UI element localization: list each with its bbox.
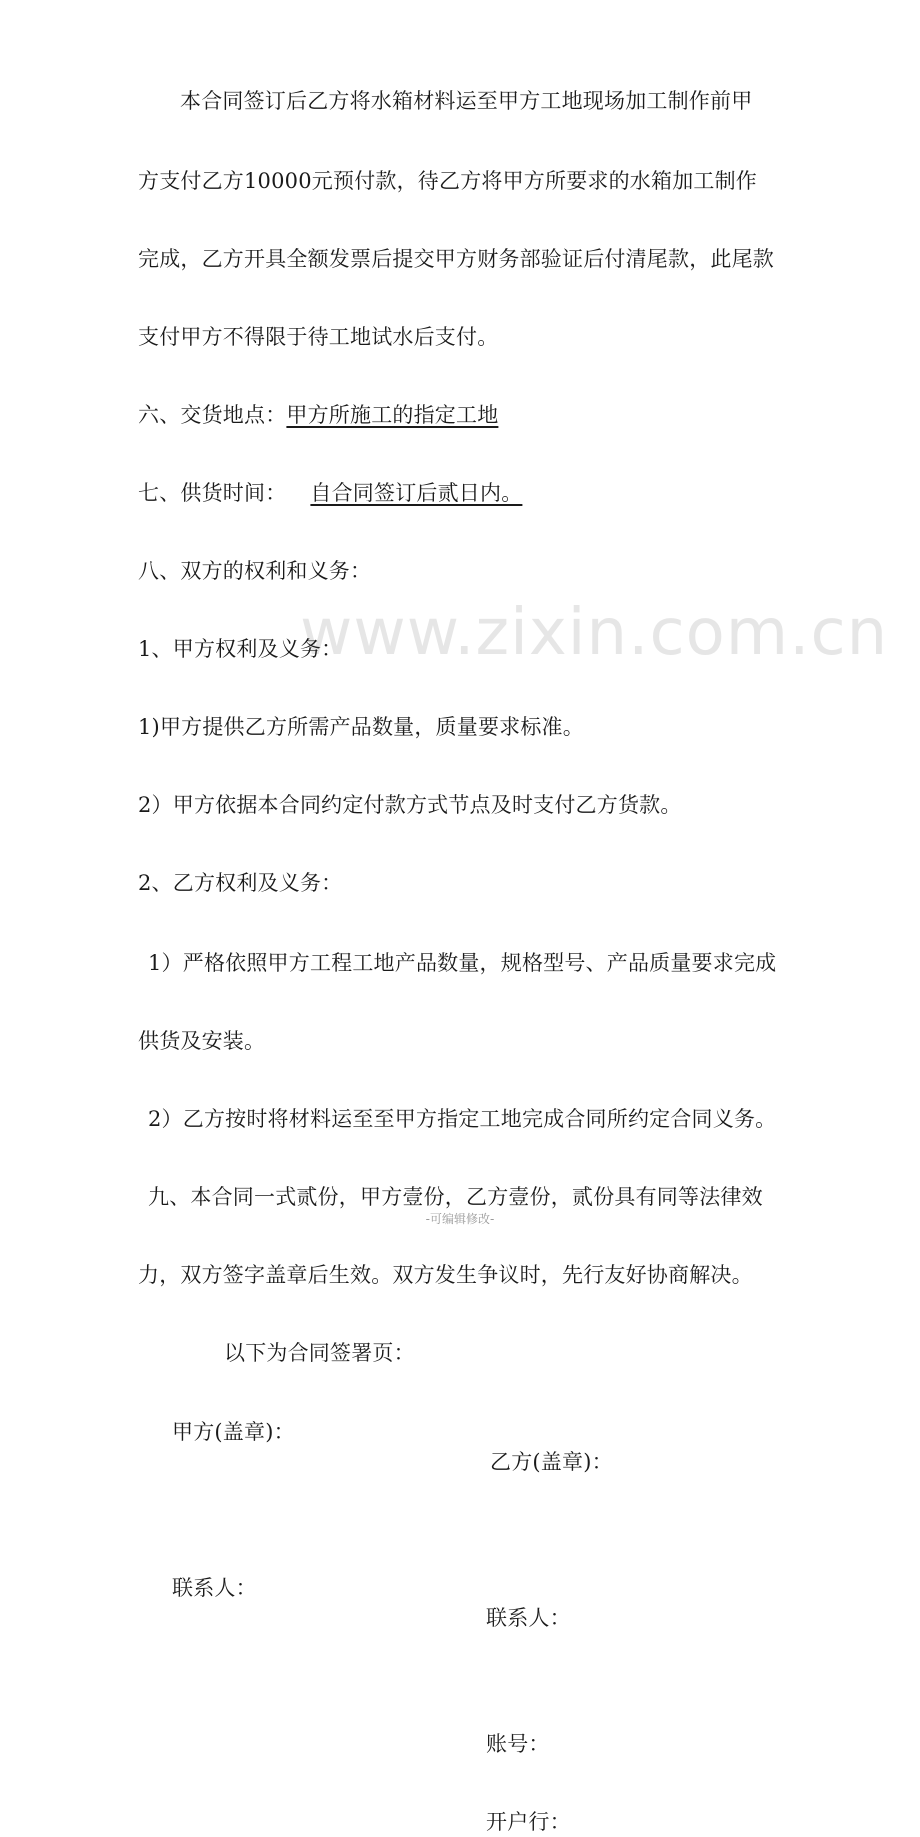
delivery-location-row [138, 400, 920, 430]
supply-time-label: 七、供货时间： [138, 481, 287, 505]
rights-obligations-title: 八、双方的权利和义务： [138, 559, 372, 583]
payment-paragraph-line-2: 方支付乙方10000元预付款，待乙方将甲方所要求的水箱加工制作 [138, 169, 758, 193]
delivery-location-label: 六、交货地点： [138, 403, 287, 427]
footer-note: -可编辑修改- [425, 1212, 495, 1226]
payment-paragraph-line-1: 本合同签订后乙方将水箱材料运至甲方工地现场加工制作前甲 [180, 89, 753, 113]
party-b-contact-label: 联系人： [486, 1606, 571, 1630]
copies-clause-line-1: 九、本合同一式贰份，甲方壹份，乙方壹份，贰份具有同等法律效 [148, 1185, 763, 1209]
account-number-label: 账号： [486, 1732, 550, 1756]
party-b-right-1-line-1: 1）严格依照甲方工程工地产品数量，规格型号、产品质量要求完成 [148, 951, 777, 975]
party-a-seal-label: 甲方(盖章)： [172, 1420, 295, 1444]
party-b-rights-title: 2、乙方权利及义务： [138, 871, 343, 895]
delivery-location-value: 甲方所施工的指定工地 [286, 403, 499, 427]
copies-clause-line-2: 力，双方签字盖章后生效。双方发生争议时，先行友好协商解决。 [138, 1263, 753, 1287]
party-a-right-2: 2）甲方依据本合同约定付款方式节点及时支付乙方货款。 [138, 793, 682, 817]
party-a-right-1: 1)甲方提供乙方所需产品数量，质量要求标准。 [138, 715, 584, 739]
party-b-right-1-line-2: 供货及安装。 [138, 1029, 266, 1053]
signature-intro: 以下为合同签署页： [224, 1341, 415, 1365]
party-b-right-2: 2）乙方按时将材料运至至甲方指定工地完成合同所约定合同义务。 [148, 1107, 777, 1131]
party-a-contact-label: 联系人： [172, 1576, 257, 1600]
supply-time-value: 自合同签订后贰日内。 [310, 481, 523, 505]
party-a-rights-title: 1、甲方权利及义务： [138, 637, 343, 661]
payment-paragraph-line-4: 支付甲方不得限于待工地试水后支付。 [138, 325, 499, 349]
payment-paragraph-line-3: 完成，乙方开具全额发票后提交甲方财务部验证后付清尾款，此尾款 [138, 247, 774, 271]
supply-time-row [138, 478, 920, 508]
bank-label: 开户行： [486, 1810, 571, 1834]
watermark: www.zixin.com.cn [300, 596, 889, 670]
party-b-seal-label: 乙方(盖章)： [490, 1450, 613, 1474]
